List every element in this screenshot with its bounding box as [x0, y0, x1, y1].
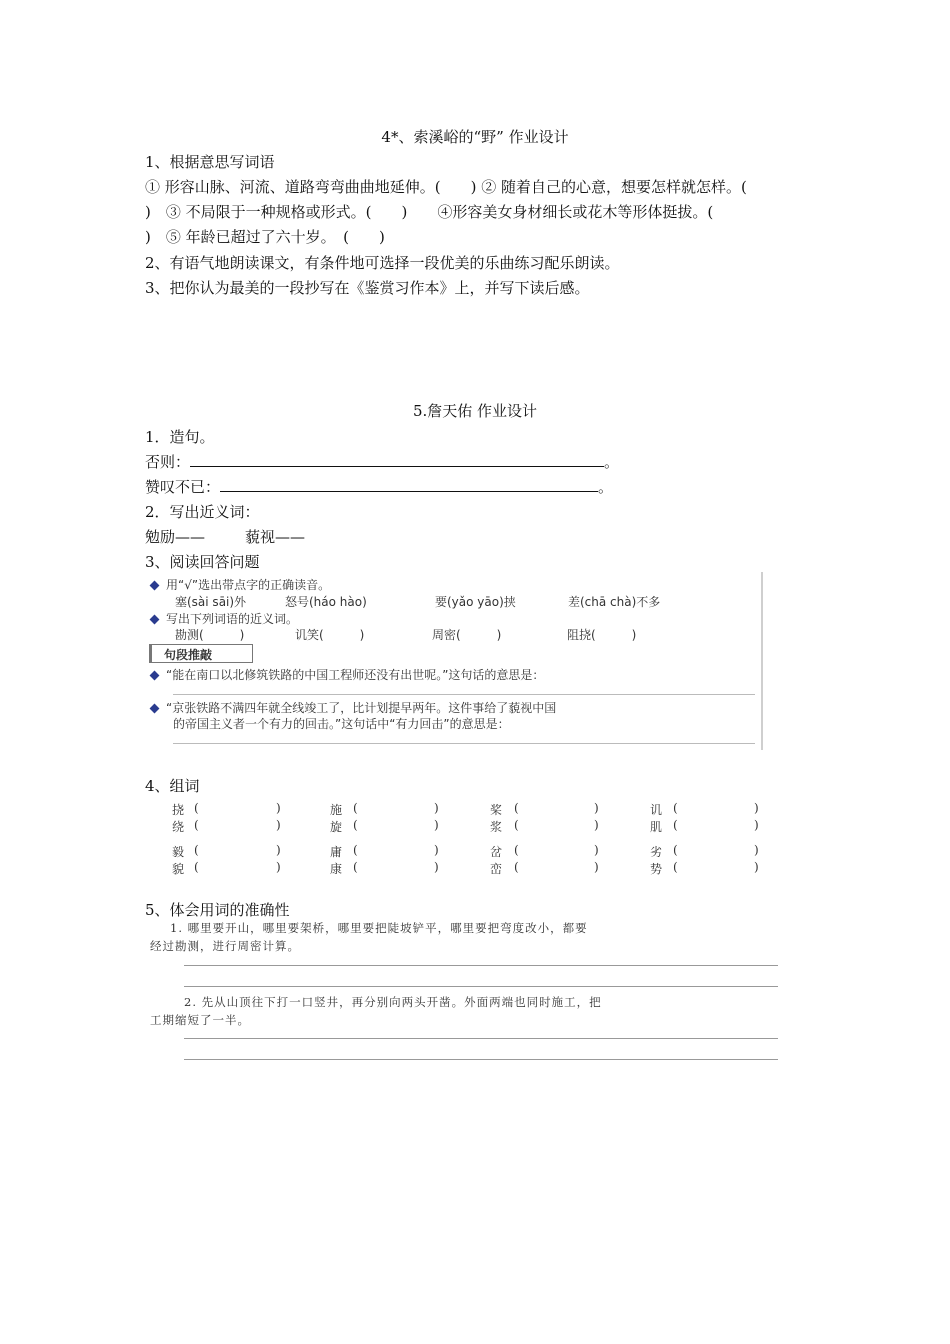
grid-paren-open: (	[673, 818, 678, 832]
grid-paren-close: )	[276, 860, 281, 874]
grid-paren-close: )	[754, 843, 759, 857]
grid-paren-close: )	[434, 843, 439, 857]
grid-paren-open: (	[194, 843, 199, 857]
bullet-icon	[150, 704, 160, 714]
grid-paren-open: (	[673, 843, 678, 857]
grid-paren-close: )	[276, 801, 281, 815]
grid-char: 施	[330, 803, 343, 817]
grid-paren-open: (	[673, 860, 678, 874]
grid-paren-open: (	[194, 818, 199, 832]
sentence-row-2	[145, 475, 613, 499]
grid-paren-close: )	[594, 801, 599, 815]
scan-line-4c: 周密( )	[432, 628, 502, 642]
grid-char: 势	[650, 862, 663, 876]
scan-line-5: “能在南口以北修筑铁路的中国工程师还没有出世呢。”这句话的意思是：	[151, 666, 544, 683]
grid-paren-open: (	[673, 801, 678, 815]
scan-right-edge	[761, 572, 763, 750]
lesson4-q2: 2、有语气地朗读课文，有条件地可选择一段优美的乐曲练习配乐朗读。	[145, 254, 620, 272]
sentence-blank-2[interactable]	[220, 475, 598, 492]
synonym-1: 勉励——	[145, 528, 206, 546]
sentence-end-1: 。	[604, 453, 620, 471]
section-box-label: 句段推敲	[164, 648, 213, 662]
scan-line-6: “京张铁路不满四年就全线竣工了，比计划提早两年。这件事给了藐视中国	[151, 699, 556, 716]
grid-paren-open: (	[353, 801, 358, 815]
grid-char: 讥	[650, 803, 663, 817]
synonym-row	[145, 525, 305, 549]
grid-char: 庸	[330, 845, 343, 859]
lesson4-q1: 1、根据意思写词语	[145, 153, 275, 171]
grid-char: 康	[330, 862, 343, 876]
grid-char: 肌	[650, 820, 663, 834]
word-grid	[168, 798, 768, 878]
grid-paren-close: )	[594, 818, 599, 832]
lesson5-q2: 2．写出近义词：	[145, 503, 260, 521]
sentence-blank-1[interactable]	[190, 450, 604, 467]
scan-reading-box	[145, 572, 763, 750]
section-box	[149, 644, 253, 663]
answer-line[interactable]	[184, 986, 778, 987]
sentence-label-1: 否则：	[145, 453, 191, 471]
bullet-icon	[150, 581, 160, 591]
answer-line[interactable]	[184, 965, 778, 966]
synonym-2: 藐视——	[245, 528, 306, 546]
lesson5-q3: 3、阅读回答问题	[145, 553, 260, 571]
grid-paren-open: (	[514, 818, 519, 832]
grid-paren-close: )	[434, 818, 439, 832]
grid-paren-open: (	[514, 860, 519, 874]
lesson4-q3: 3、把你认为最美的一段抄写在《鉴赏习作本》上，并写下读后感。	[145, 279, 590, 297]
scan-line-2b: 怒号(háo hào)	[285, 595, 367, 609]
grid-paren-close: )	[276, 818, 281, 832]
grid-paren-open: (	[194, 801, 199, 815]
grid-paren-open: (	[353, 843, 358, 857]
answer-line[interactable]	[173, 694, 755, 695]
lesson4-q1-line3: ) ⑤ 年龄已超过了六十岁。 ( )	[145, 228, 385, 246]
scan-line-7: 的帝国主义者一个有力的回击。”这句话中“有力回击”的意思是：	[173, 717, 510, 731]
scan-line-4b: 讥笑( )	[295, 628, 365, 642]
answer-line[interactable]	[184, 1038, 778, 1039]
grid-char: 劣	[650, 845, 663, 859]
scan2-p1b: 经过勘测，进行周密计算。	[150, 939, 300, 953]
grid-paren-open: (	[353, 860, 358, 874]
grid-char: 挠	[172, 803, 185, 817]
grid-paren-open: (	[194, 860, 199, 874]
scan-line-2a: 塞(sài sāi)外	[175, 595, 247, 609]
lesson4-q1-line2: ) ③ 不局限于一种规格或形式。( ) ④形容美女身材细长或花木等形体挺拔。(	[145, 203, 714, 221]
lesson5-q4: 4、组词	[145, 777, 200, 795]
scan2-p2b: 工期缩短了一半。	[150, 1013, 250, 1027]
grid-paren-close: )	[434, 860, 439, 874]
grid-paren-close: )	[754, 818, 759, 832]
grid-paren-open: (	[353, 818, 358, 832]
scan2-p2a: 2. 先从山顶往下打一口竖井，再分别向两头开凿。外面两端也同时施工，把	[184, 995, 602, 1009]
lesson4-q1-line1: ① 形容山脉、河流、道路弯弯曲曲地延伸。( ) ② 随着自己的心意，想要怎样就怎样。(	[145, 178, 747, 196]
grid-paren-open: (	[514, 801, 519, 815]
sentence-end-2: 。	[598, 478, 614, 496]
grid-paren-open: (	[514, 843, 519, 857]
grid-paren-close: )	[594, 843, 599, 857]
scan-line-4a: 勘测( )	[175, 628, 245, 642]
scan-line-1: 用“√”选出带点字的正确读音。	[151, 576, 330, 593]
grid-paren-close: )	[276, 843, 281, 857]
grid-paren-close: )	[594, 860, 599, 874]
grid-char: 岔	[490, 845, 503, 859]
grid-char: 峦	[490, 862, 503, 876]
lesson5-q1: 1．造句。	[145, 428, 215, 446]
grid-char: 绕	[172, 820, 185, 834]
scan-line-3: 写出下列词语的近义词。	[151, 610, 298, 627]
scan2-p1a: 1. 哪里要开山，哪里要架桥，哪里要把陡坡铲平，哪里要把弯度改小，都要	[170, 921, 588, 935]
grid-char: 浆	[490, 820, 503, 834]
bullet-icon	[150, 671, 160, 681]
bullet-icon	[150, 615, 160, 625]
scan-line-2d: 差(chā chà)不多	[568, 595, 661, 609]
scan-line-4d: 阻挠( )	[567, 628, 637, 642]
grid-char: 貌	[172, 862, 185, 876]
grid-char: 毅	[172, 845, 185, 859]
lesson4-title: 4*、索溪峪的“野” 作业设计	[381, 128, 569, 146]
grid-char: 桨	[490, 803, 503, 817]
answer-line[interactable]	[184, 1059, 778, 1060]
sentence-label-2: 赞叹不已：	[145, 478, 221, 496]
lesson5-q5: 5、体会用词的准确性	[145, 901, 290, 919]
scan-line-2c: 要(yǎo yāo)挟	[435, 595, 516, 609]
grid-paren-close: )	[434, 801, 439, 815]
sentence-row-1	[145, 450, 619, 474]
scan-word-precision	[148, 918, 784, 1068]
grid-paren-close: )	[754, 801, 759, 815]
grid-paren-close: )	[754, 860, 759, 874]
answer-line[interactable]	[173, 743, 755, 744]
lesson5-title: 5.詹天佑 作业设计	[412, 402, 538, 420]
grid-char: 旋	[330, 820, 343, 834]
